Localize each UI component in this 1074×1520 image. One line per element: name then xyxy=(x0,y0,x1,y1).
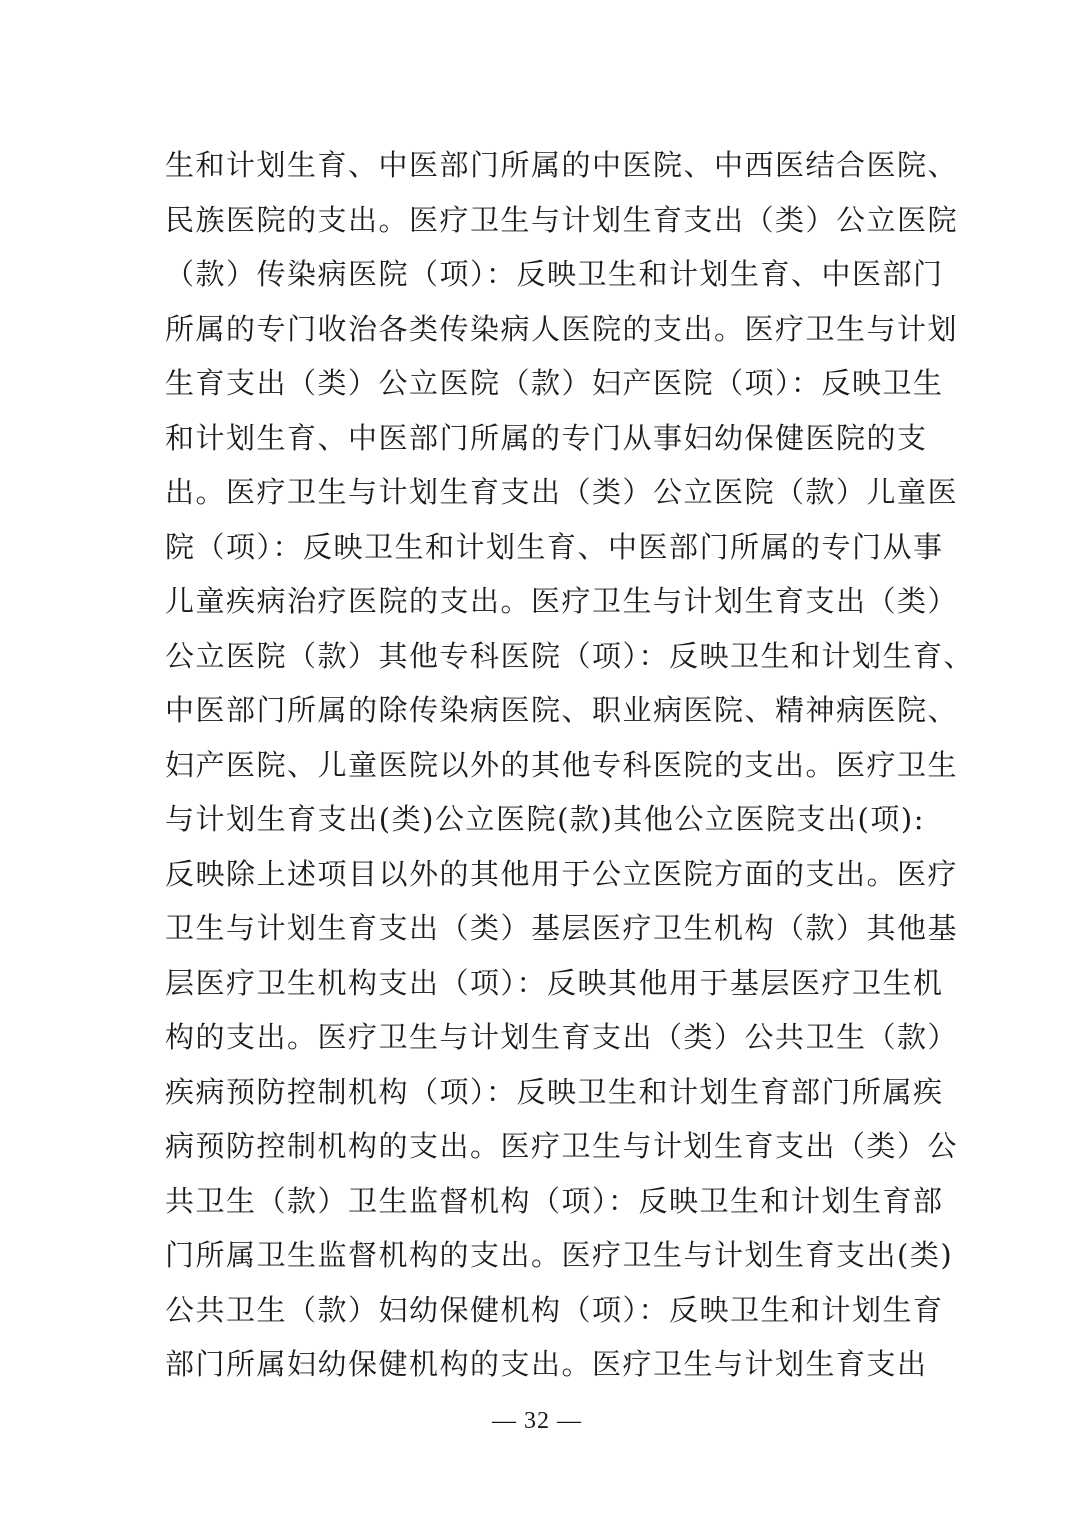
text-line: 公立医院（款）其他专科医院（项）：反映卫生和计划生育、 xyxy=(165,638,975,673)
text-line: 生育支出（类）公立医院（款）妇产医院（项）：反映卫生 xyxy=(165,366,944,400)
text-line: 中医部门所属的除传染病医院、职业病医院、精神病医院、 xyxy=(165,693,959,727)
text-line: 卫生与计划生育支出（类）基层医疗卫生机构（款）其他基 xyxy=(165,911,959,945)
text-line: 疾病预防控制机构（项）：反映卫生和计划生育部门所属疾 xyxy=(165,1074,944,1109)
text-line: 部门所属妇幼保健机构的支出。医疗卫生与计划生育支出 xyxy=(165,1347,928,1381)
text-line: 和计划生育、中医部门所属的专门从事妇幼保健医院的支 xyxy=(165,420,928,455)
text-line: 公共卫生（款）妇幼保健机构（项）：反映卫生和计划生育 xyxy=(165,1292,944,1327)
text-line: 与计划生育支出(类)公立医院(款)其他公立医院支出(项): xyxy=(165,802,925,836)
page-number: — 32 — xyxy=(492,1408,582,1434)
body-text xyxy=(165,138,975,1392)
text-line: 构的支出。医疗卫生与计划生育支出（类）公共卫生（款） xyxy=(165,1020,959,1054)
text-line: 生和计划生育、中医部门所属的中医院、中西医结合医院、 xyxy=(165,148,959,182)
text-line: 出。医疗卫生与计划生育支出（类）公立医院（款）儿童医 xyxy=(165,475,959,509)
text-line: 院（项）：反映卫生和计划生育、中医部门所属的专门从事 xyxy=(165,529,944,564)
text-line: 所属的专门收治各类传染病人医院的支出。医疗卫生与计划 xyxy=(165,311,959,346)
text-line: （款）传染病医院（项）：反映卫生和计划生育、中医部门 xyxy=(165,257,944,291)
text-line: 民族医院的支出。医疗卫生与计划生育支出（类）公立医院 xyxy=(165,202,959,237)
text-line: 病预防控制机构的支出。医疗卫生与计划生育支出（类）公 xyxy=(165,1129,959,1163)
text-line: 反映除上述项目以外的其他用于公立医院方面的支出。医疗 xyxy=(165,856,959,891)
text-line: 层医疗卫生机构支出（项）：反映其他用于基层医疗卫生机 xyxy=(165,965,944,1000)
text-line: 妇产医院、儿童医院以外的其他专科医院的支出。医疗卫生 xyxy=(165,747,959,782)
text-line: 门所属卫生监督机构的支出。医疗卫生与计划生育支出(类) xyxy=(165,1238,954,1272)
text-line: 共卫生（款）卫生监督机构（项）：反映卫生和计划生育部 xyxy=(165,1183,944,1218)
text-line: 儿童疾病治疗医院的支出。医疗卫生与计划生育支出（类） xyxy=(165,584,959,618)
